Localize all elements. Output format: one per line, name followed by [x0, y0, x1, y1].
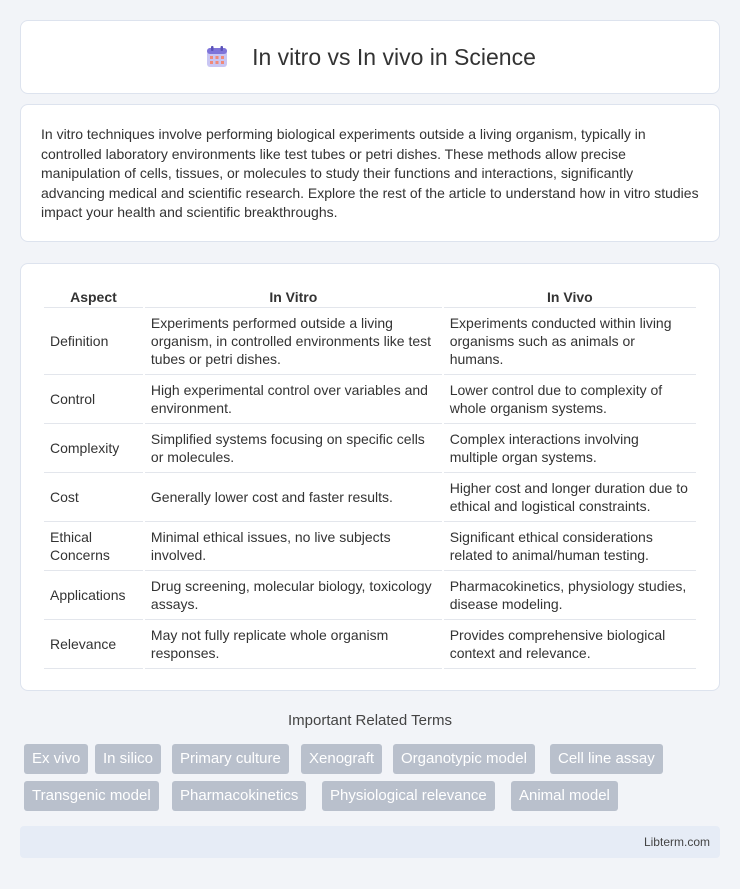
row-in-vivo: Pharmacokinetics, physiology studies, disease modeling.	[444, 571, 696, 620]
row-aspect: Ethical Concerns	[44, 522, 143, 571]
row-in-vitro: May not fully replicate whole organism responses.	[145, 620, 442, 669]
title-card	[20, 20, 720, 94]
header-aspect: Aspect	[44, 284, 143, 308]
header-in-vivo: In Vivo	[444, 284, 696, 308]
table-row	[44, 375, 696, 424]
table-row	[44, 571, 696, 620]
row-aspect: Cost	[44, 473, 143, 522]
tag-primary-culture[interactable]: Primary culture	[172, 744, 289, 774]
comparison-table	[42, 284, 698, 669]
header-in-vitro: In Vitro	[145, 284, 442, 308]
tag-xenograft[interactable]: Xenograft	[301, 744, 382, 774]
table-header-row	[44, 284, 696, 308]
page-title: In vitro vs In vivo in Science	[252, 43, 536, 70]
row-in-vitro: Generally lower cost and faster results.	[145, 473, 442, 522]
intro-text: In vitro techniques involve performing biological experiments outside a living organism, typically in controlled laboratory environments like test tubes or petri dishes. These methods allow precise manipulation of cells, tissues, or molecules to study their functions and interactions, significantly advancing medical and scientific research. Explore the rest of the article to understand how in vitro studies impact your health and scientific breakthroughs.	[41, 126, 699, 221]
row-in-vivo: Experiments conducted within living organisms such as animals or humans.	[444, 308, 696, 375]
row-in-vivo: Significant ethical considerations related to animal/human testing.	[444, 522, 696, 571]
table-row	[44, 424, 696, 473]
table-row	[44, 308, 696, 375]
row-aspect: Control	[44, 375, 143, 424]
row-in-vivo: Higher cost and longer duration due to ethical and logistical constraints.	[444, 473, 696, 522]
footer	[20, 826, 720, 858]
row-in-vitro: Minimal ethical issues, no live subjects involved.	[145, 522, 442, 571]
tag-pharmacokinetics[interactable]: Pharmacokinetics	[172, 781, 306, 811]
row-in-vivo: Lower control due to complexity of whole organism systems.	[444, 375, 696, 424]
row-in-vivo: Provides comprehensive biological context and relevance.	[444, 620, 696, 669]
footer-site-link[interactable]: Libterm.com	[643, 835, 710, 849]
row-aspect: Relevance	[44, 620, 143, 669]
tag-ex-vivo[interactable]: Ex vivo	[24, 744, 88, 774]
tag-physiological-relevance[interactable]: Physiological relevance	[322, 781, 495, 811]
row-aspect: Complexity	[44, 424, 143, 473]
row-aspect: Applications	[44, 571, 143, 620]
row-in-vitro: Drug screening, molecular biology, toxicology assays.	[145, 571, 442, 620]
tag-transgenic-model[interactable]: Transgenic model	[24, 781, 159, 811]
tag-in-silico[interactable]: In silico	[95, 744, 161, 774]
calendar-icon	[204, 44, 230, 70]
row-in-vitro: High experimental control over variables and environment.	[145, 375, 442, 424]
row-aspect: Definition	[44, 308, 143, 375]
row-in-vitro: Simplified systems focusing on specific cells or molecules.	[145, 424, 442, 473]
comparison-table-card	[20, 263, 720, 691]
table-row	[44, 522, 696, 571]
table-row	[44, 473, 696, 522]
tag-organotypic-model[interactable]: Organotypic model	[393, 744, 535, 774]
row-in-vitro: Experiments performed outside a living organism, in controlled environments like test tubes or petri dishes.	[145, 308, 442, 375]
intro-card	[20, 104, 720, 242]
tag-animal-model[interactable]: Animal model	[511, 781, 618, 811]
row-in-vivo: Complex interactions involving multiple organ systems.	[444, 424, 696, 473]
table-row	[44, 620, 696, 669]
related-terms-title: Important Related Terms	[288, 712, 452, 729]
tag-cell-line-assay[interactable]: Cell line assay	[550, 744, 663, 774]
